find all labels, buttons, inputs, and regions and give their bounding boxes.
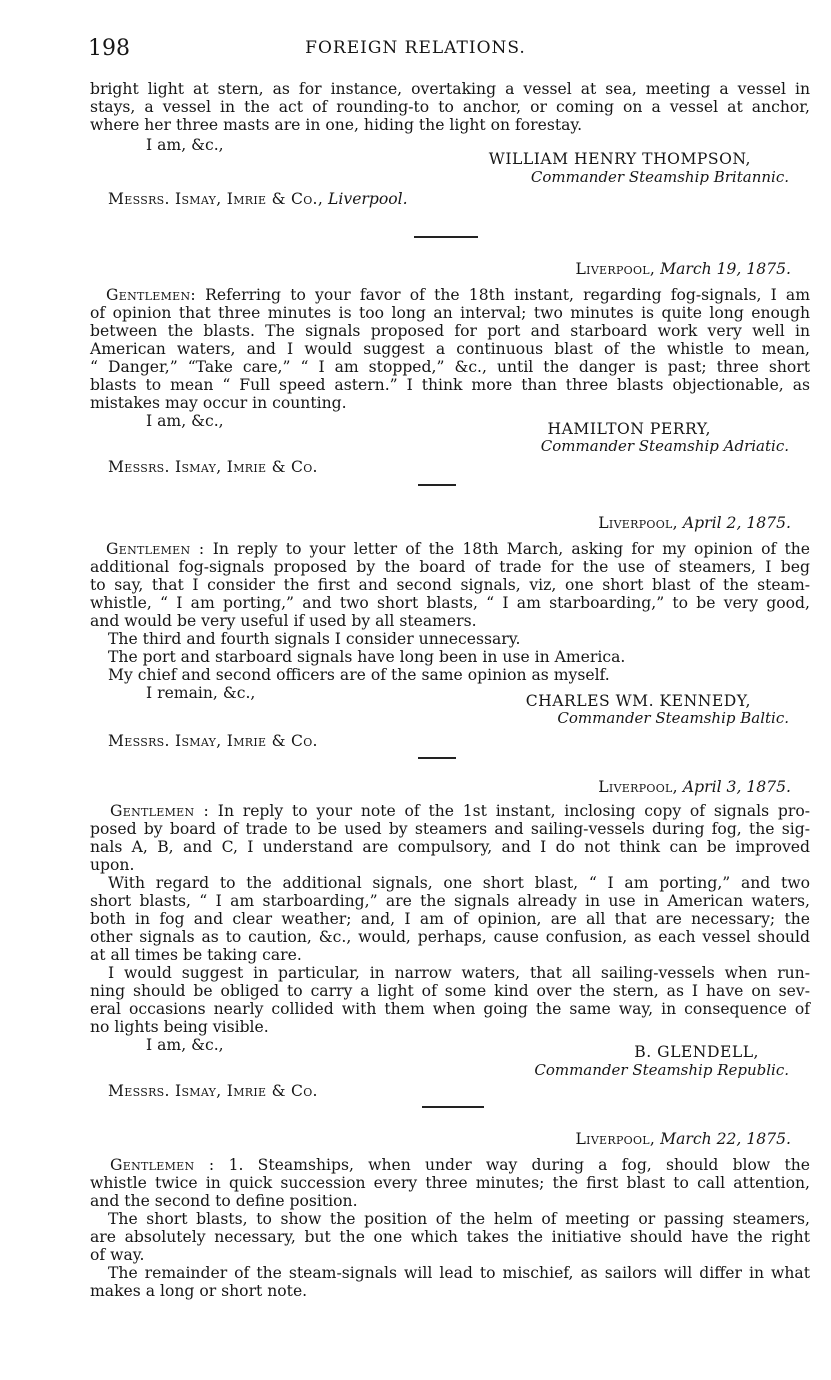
body-line: “ Danger,” “Take care,” “ I am stopped,” &c., until the danger is past; three short: [90, 358, 810, 376]
body-line: I would suggest in particular, in narrow waters, that all sailing-vessels when run-: [108, 964, 810, 982]
body-line: between the blasts. The signals proposed for port and starboard work very well in: [90, 322, 810, 340]
body-line: [106, 286, 810, 304]
salutation: Gentlemen :: [110, 1156, 215, 1174]
body-line: to say, that I consider the first and second signals, viz, one short blast of the steam-: [90, 576, 810, 594]
section-divider: [414, 236, 478, 238]
body-line: mistakes may occur in counting.: [90, 394, 347, 412]
dateline: [598, 514, 791, 532]
addressee-name: Messrs. Ismay, Imrie & Co.: [108, 1082, 318, 1100]
signature: B. GLENDELL,: [634, 1043, 759, 1061]
signer-title: Commander Steamship Republic.: [534, 1061, 789, 1079]
body-text: 1. Steamships, when under way during a fog, should blow the: [228, 1156, 810, 1174]
dateline: [576, 260, 791, 278]
body-line: [110, 1156, 810, 1174]
body-line: The third and fourth signals I consider unnecessary.: [108, 630, 521, 648]
dateline-date: March 19, 1875.: [660, 260, 791, 278]
body-line: The port and starboard signals have long been in use in America.: [108, 648, 626, 666]
dateline: [576, 1130, 791, 1148]
body-line: stays, a vessel in the act of rounding-to to anchor, or coming on a vessel at anchor,: [90, 98, 810, 116]
dateline-place: Liverpool,: [598, 778, 678, 796]
body-line: eral occasions nearly collided with them when going the same way, in consequence of: [90, 1000, 810, 1018]
body-line: and would be very useful if used by all steamers.: [90, 612, 477, 630]
addressee-name: Messrs. Ismay, Imrie & Co.: [108, 732, 318, 750]
running-title: FOREIGN RELATIONS.: [305, 38, 526, 58]
dateline: [598, 778, 791, 796]
dateline-date: April 3, 1875.: [682, 778, 791, 796]
body-line: are absolutely necessary, but the one which takes the initiative should have the right: [90, 1228, 810, 1246]
closing: I am, &c.,: [146, 412, 224, 430]
body-line: whistle twice in quick succession every three minutes; the first blast to call attention,: [90, 1174, 810, 1192]
body-line: blasts to mean “ Full speed astern.” I think more than three blasts objectionable, as: [90, 376, 810, 394]
body-line: My chief and second officers are of the same opinion as myself.: [108, 666, 610, 684]
signer-title: Commander Steamship Britannic.: [530, 168, 789, 186]
body-line: both in fog and clear weather; and, I am of opinion, are all that are necessary; the: [90, 910, 810, 928]
addressee: [108, 732, 318, 750]
body-line: short blasts, “ I am starboarding,” are the signals already in use in American waters,: [90, 892, 810, 910]
dateline-place: Liverpool,: [575, 260, 656, 278]
addressee: [108, 1082, 318, 1100]
salutation: Gentlemen :: [110, 802, 210, 820]
dateline-place: Liverpool,: [575, 1130, 656, 1148]
dateline-date: March 22, 1875.: [660, 1130, 791, 1148]
body-line: ning should be obliged to carry a light of some kind over the stern, as I have on sev-: [90, 982, 810, 1000]
body-line: upon.: [90, 856, 135, 874]
body-line: [106, 540, 810, 558]
body-line: of opinion that three minutes is too long an interval; two minutes is quite long enough: [90, 304, 810, 322]
closing: I am, &c.,: [146, 136, 224, 154]
body-line: nals A, B, and C, I understand are compulsory, and I do not think can be improved: [90, 838, 810, 856]
body-line: additional fog-signals proposed by the board of trade for the use of steamers, I beg: [90, 558, 810, 576]
body-line: posed by board of trade to be used by steamers and sailing-vessels during fog, the sig-: [90, 820, 810, 838]
body-line: makes a long or short note.: [90, 1282, 308, 1300]
body-line: whistle, “ I am porting,” and two short blasts, “ I am starboarding,” to be very good,: [90, 594, 810, 612]
section-divider: [418, 484, 456, 486]
signer-title: Commander Steamship Adriatic.: [540, 437, 789, 455]
body-line: and the second to define position.: [90, 1192, 358, 1210]
body-line: where her three masts are in one, hiding the light on forestay.: [90, 116, 583, 134]
signature: WILLIAM HENRY THOMPSON,: [488, 150, 751, 168]
salutation: Gentlemen :: [106, 540, 205, 558]
body-line: of way.: [90, 1246, 145, 1264]
body-line: The remainder of the steam-signals will lead to mischief, as sailors will differ in what: [108, 1264, 810, 1282]
page-number: 198: [88, 36, 130, 61]
body-line: other signals as to caution, &c., would, perhaps, cause confusion, as each vessel should: [90, 928, 810, 946]
addressee: [108, 190, 408, 208]
signature: HAMILTON PERRY,: [547, 420, 711, 438]
signer-title: Commander Steamship Baltic.: [557, 709, 789, 727]
body-text: In reply to your letter of the 18th March, asking for my opinion of the: [212, 540, 810, 558]
body-line: With regard to the additional signals, one short blast, “ I am porting,” and two: [108, 874, 810, 892]
addressee-name: Messrs. Ismay, Imrie & Co.: [108, 458, 318, 476]
body-line: American waters, and I would suggest a continuous blast of the whistle to mean,: [90, 340, 810, 358]
dateline-date: April 2, 1875.: [682, 514, 791, 532]
section-divider: [422, 1106, 484, 1108]
body-line: no lights being visible.: [90, 1018, 269, 1036]
body-line: [110, 802, 810, 820]
section-divider: [418, 757, 456, 759]
closing: I am, &c.,: [146, 1036, 224, 1054]
addressee-name: Messrs. Ismay, Imrie & Co.,: [108, 190, 324, 208]
addressee-place: Liverpool.: [328, 190, 408, 208]
body-line: The short blasts, to show the position of the helm of meeting or passing steamers,: [108, 1210, 810, 1228]
body-text: In reply to your note of the 1st instant, inclosing copy of signals pro-: [217, 802, 810, 820]
body-line: bright light at stern, as for instance, overtaking a vessel at sea, meeting a vessel in: [90, 80, 810, 98]
body-line: at all times be taking care.: [90, 946, 302, 964]
closing: I remain, &c.,: [146, 684, 256, 702]
body-text: Referring to your favor of the 18th instant, regarding fog-signals, I am: [205, 286, 810, 304]
addressee: [108, 458, 318, 476]
salutation: Gentlemen:: [106, 286, 196, 304]
signature: CHARLES WM. KENNEDY,: [525, 692, 751, 710]
dateline-place: Liverpool,: [598, 514, 678, 532]
